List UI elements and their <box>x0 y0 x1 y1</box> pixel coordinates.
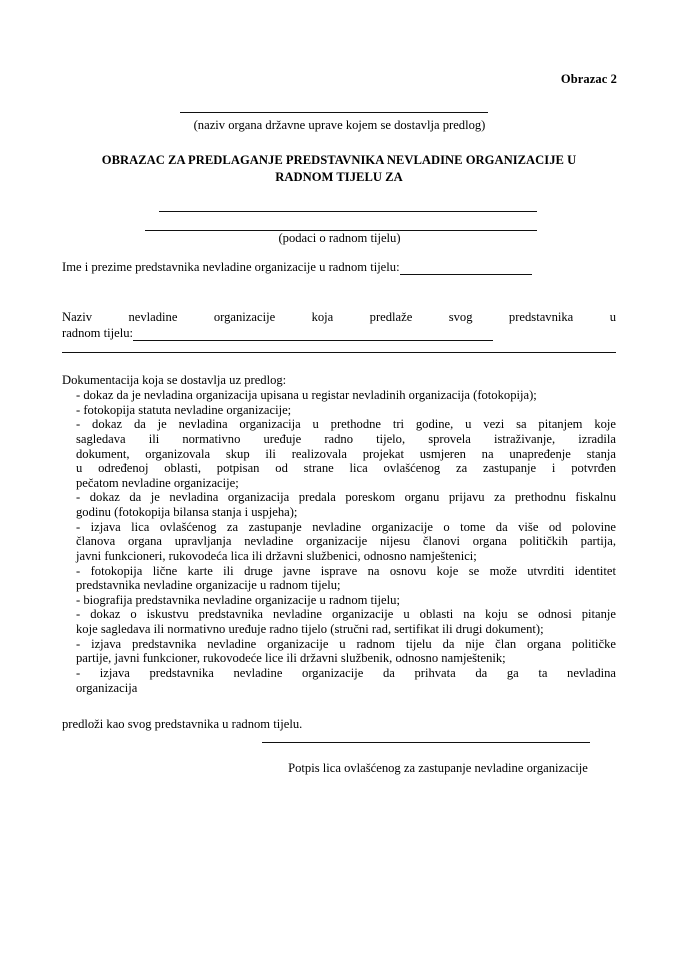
documentation-item-line: - dokaz da je nevladina organizacija u prethodne tri godine, u vezi sa pitanjem koje <box>76 417 616 432</box>
documentation-item-line: godinu (fotokopija bilansa stanja i uspjeha); <box>76 505 298 519</box>
documentation-item <box>76 564 616 593</box>
documentation-item-line: u određenoj oblasti, potpisan od strane lica ovlašćenog za zastupanje i potvrđen <box>76 461 616 476</box>
documentation-item-line: pečatom nevladine organizacije; <box>76 475 239 490</box>
signature-blank-rule <box>262 742 590 743</box>
organization-name-field <box>62 309 616 341</box>
documentation-item-line: članova organa upravljanja nevladine organizacije nijesu članovi organa političkih partija, <box>76 534 616 549</box>
signature-caption: Potpis lica ovlašćenog za zastupanje nevladine organizacije <box>288 761 588 775</box>
documentation-item-line: organizacija <box>76 680 138 695</box>
documentation-item <box>76 666 616 695</box>
closing-line: predloži kao svog predstavnika u radnom tijelu. <box>62 717 303 731</box>
documentation-item-line: - dokaz da je nevladina organizacija predala poreskom organu prijavu za prethodnu fiskalnu <box>76 490 616 505</box>
documentation-item-line: - izjava predstavnika nevladine organizacije da prihvata da ga ta nevladina <box>76 665 616 680</box>
organization-field-line-2-wrap <box>62 325 616 341</box>
documentation-item <box>76 637 616 666</box>
documentation-item <box>76 388 616 403</box>
documentation-item-line: - izjava lica ovlašćenog za zastupanje nevladine organizacije o tome da više od polovine <box>76 519 616 534</box>
documentation-item <box>76 490 616 519</box>
header-caption: (naziv organa državne uprave kojem se dostavlja predlog) <box>193 118 486 132</box>
documentation-intro: Dokumentacija koja se dostavlja uz predlog: <box>62 373 287 387</box>
document-title-line-1: OBRAZAC ZA PREDLAGANJE PREDSTAVNIKA NEVLADINE ORGANIZACIJE U <box>101 153 577 167</box>
organization-blank-rule <box>62 352 616 353</box>
document-title <box>62 152 616 186</box>
representative-name-blank[interactable] <box>400 262 532 275</box>
documentation-item-line: - biografija predstavnika nevladine organizacije u radnom tijelu; <box>76 592 400 607</box>
documentation-item-line: - dokaz da je nevladina organizacija upisana u registar nevladinih organizacija (fotokopija); <box>76 388 537 402</box>
document-title-line-2: RADNOM TIJELU ZA <box>275 170 403 184</box>
body-blank-rule-1 <box>159 211 537 212</box>
documentation-item <box>76 417 616 490</box>
header-blank-rule <box>180 112 488 113</box>
representative-name-field <box>62 259 532 275</box>
documentation-item-line: - dokaz o iskustvu predstavnika nevladine organizacije u oblasti na koju se odnosi pitanje <box>76 607 616 622</box>
documentation-item-line: - izjava predstavnika nevladine organizacije u radnom tijelu da nije član organa političke <box>76 636 616 651</box>
organization-field-line-2: radnom tijelu: <box>62 326 133 341</box>
documentation-item-line: sagledava ili normativno uređuje radno tijelo, sprovela istraživanje, izradila <box>76 431 616 446</box>
documentation-item-line: predstavnika nevladine organizacije u radnom tijelu; <box>76 578 341 593</box>
documentation-list <box>76 388 616 695</box>
documentation-item <box>76 520 616 564</box>
documentation-item-line: - fotokopija statuta nevladine organizacije; <box>76 402 292 417</box>
documentation-item-line: - fotokopija lične karte ili druge javne isprave na osnovu koje se može utvrditi identitet <box>76 563 616 578</box>
form-code: Obrazac 2 <box>560 72 617 86</box>
documentation-item-line: partije, javni funkcioner, rukovodeće lice ili državni službenik, odnosno namještenik; <box>76 651 506 666</box>
documentation-item-line: javni funkcioneri, rukovodeća lica ili državni službenici, odnosno namještenici; <box>76 548 477 563</box>
documentation-item-line: dokument, organizovala skup ili realizovala projekat usmjeren na unapređenje stanja <box>76 446 616 461</box>
documentation-item <box>76 403 616 418</box>
organization-field-line-1: Naziv nevladine organizacije koja predlaže svog predstavnika u <box>62 310 616 324</box>
documentation-item <box>76 607 616 636</box>
organization-name-blank[interactable] <box>133 328 493 341</box>
representative-name-label: Ime i prezime predstavnika nevladine organizacije u radnom tijelu: <box>62 260 400 274</box>
body-caption: (podaci o radnom tijelu) <box>278 231 401 245</box>
documentation-item <box>76 593 616 608</box>
documentation-item-line: koje sagledava ili normativno uređuje radno tijelo (stručni rad, sertifikat ili drugi dokument); <box>76 622 544 636</box>
